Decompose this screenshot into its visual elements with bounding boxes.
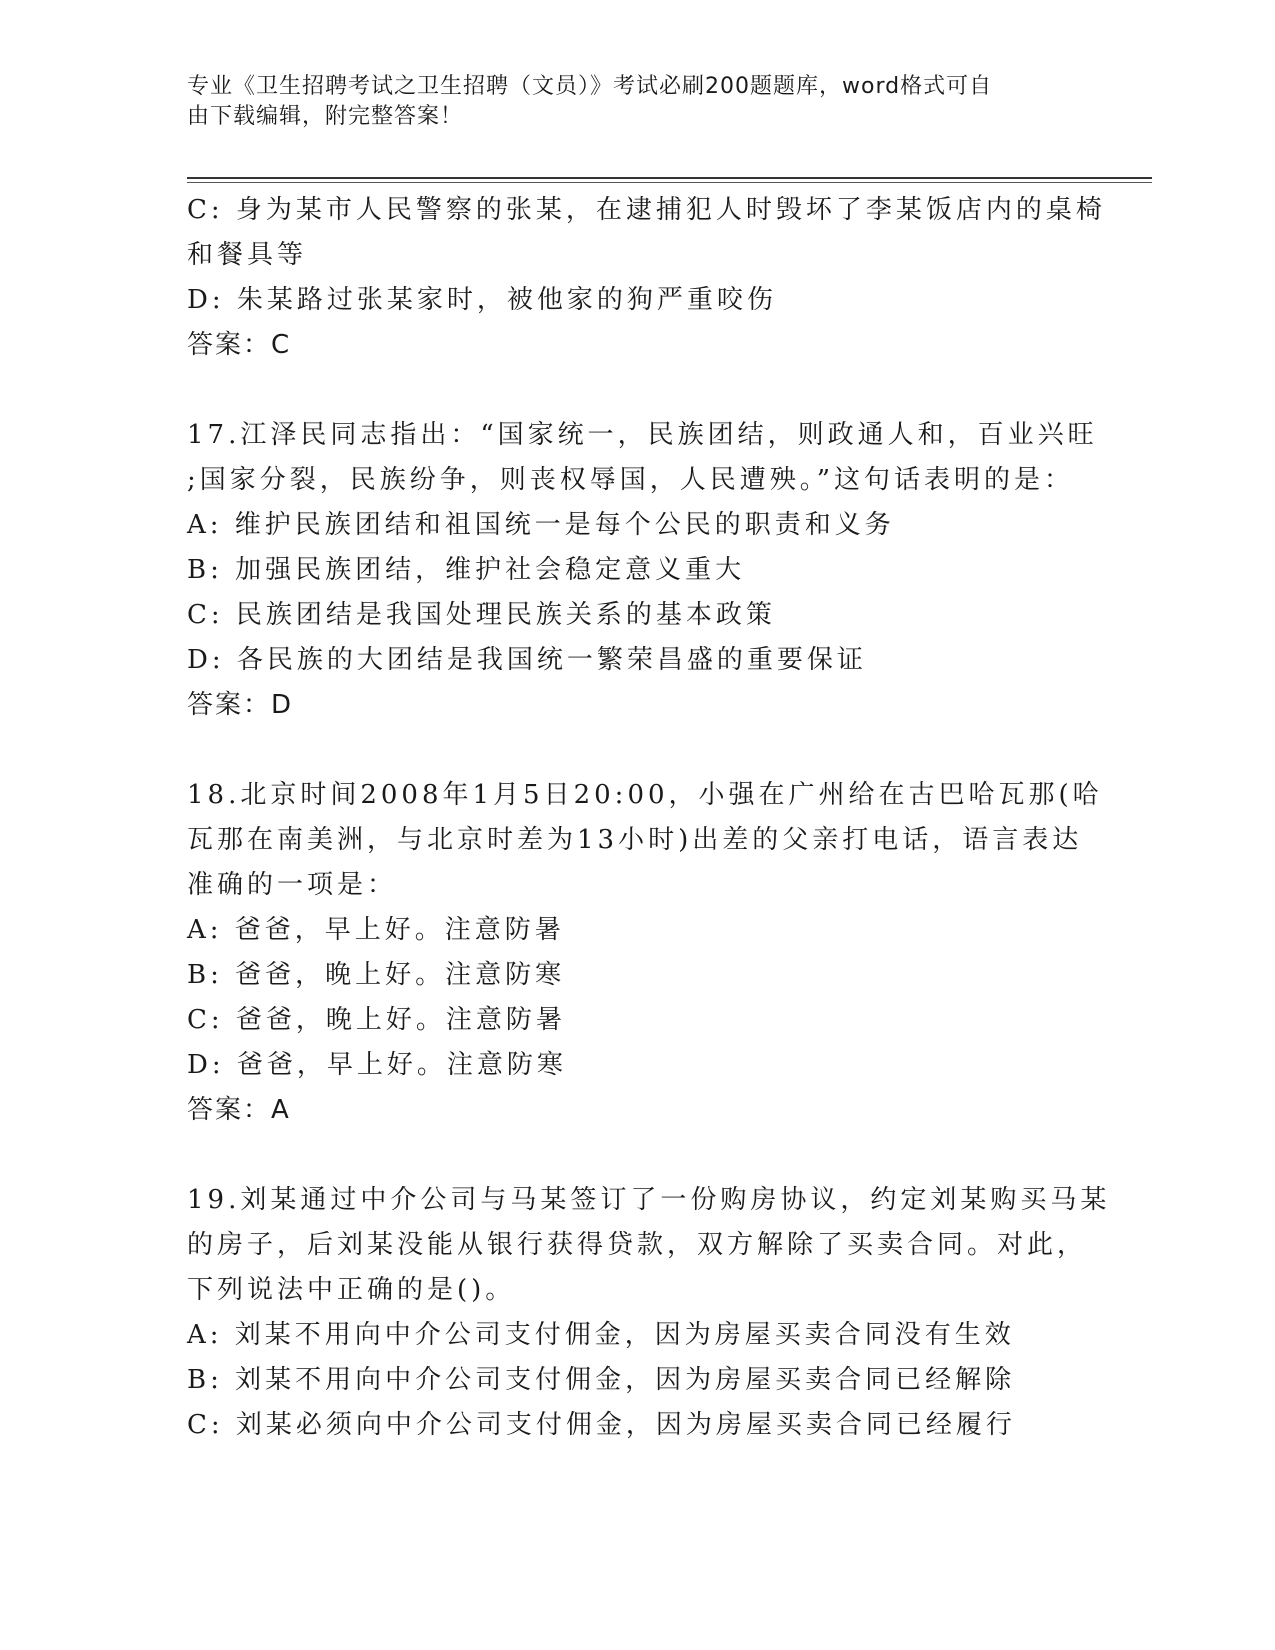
question-stem: 18.北京时间2008年1月5日20:00，小强在广州给在古巴哈瓦那(哈	[187, 780, 1103, 810]
option-d: D: 各民族的大团结是我国统一繁荣昌盛的重要保证	[187, 645, 867, 675]
option-c: C: 身为某市人民警察的张某，在逮捕犯人时毁坏了李某饭店内的桌椅	[187, 195, 1106, 225]
question-stem-continuation: 的房子，后刘某没能从银行获得贷款，双方解除了买卖合同。对此，	[187, 1230, 1088, 1260]
option-a: A: 爸爸，早上好。注意防暑	[187, 915, 565, 945]
option-b: B: 加强民族团结，维护社会稳定意义重大	[187, 555, 746, 585]
question-stem: 19.刘某通过中介公司与马某签订了一份购房协议，约定刘某购买马某	[187, 1185, 1111, 1215]
option-b: B: 刘某不用向中介公司支付佣金，因为房屋买卖合同已经解除	[187, 1365, 1016, 1395]
option-a: A: 刘某不用向中介公司支付佣金，因为房屋买卖合同没有生效	[187, 1320, 1015, 1350]
question-stem-continuation: 准确的一项是：	[187, 870, 398, 900]
question-stem-continuation: 下列说法中正确的是()。	[187, 1275, 516, 1305]
question-stem: 17.江泽民同志指出：“国家统一，民族团结，则政通人和，百业兴旺	[187, 420, 1098, 450]
option-c-continuation: 和餐具等	[187, 240, 308, 270]
question-17	[187, 413, 1098, 728]
option-d: D: 朱某路过张某家时，被他家的狗严重咬伤	[187, 285, 777, 315]
question-stem-continuation: ;国家分裂，民族纷争，则丧权辱国，人民遭殃。”这句话表明的是：	[187, 465, 1075, 495]
page-header	[187, 72, 1087, 132]
question-18	[187, 773, 1103, 1133]
spacer	[187, 1133, 1087, 1178]
header-rule	[187, 177, 1152, 179]
spacer	[187, 368, 1087, 413]
question-19	[187, 1178, 1111, 1448]
option-d: D: 爸爸，早上好。注意防寒	[187, 1050, 567, 1080]
header-line-2: 由下载编辑，附完整答案！	[187, 104, 464, 129]
option-c: C: 爸爸，晚上好。注意防暑	[187, 1005, 566, 1035]
answer: 答案：C	[187, 330, 292, 360]
header-line-1: 专业《卫生招聘考试之卫生招聘（文员）》考试必刷200题题库，word格式可自	[187, 74, 993, 99]
option-c: C: 刘某必须向中介公司支付佣金，因为房屋买卖合同已经履行	[187, 1410, 1016, 1440]
question-list	[187, 188, 1111, 1448]
question-stem-continuation: 瓦那在南美洲，与北京时差为13小时)出差的父亲打电话，语言表达	[187, 825, 1083, 855]
option-c: C: 民族团结是我国处理民族关系的基本政策	[187, 600, 776, 630]
option-b: B: 爸爸，晚上好。注意防寒	[187, 960, 566, 990]
spacer	[187, 728, 1087, 773]
answer: 答案：A	[187, 1095, 291, 1125]
answer: 答案：D	[187, 690, 294, 720]
option-a: A: 维护民族团结和祖国统一是每个公民的职责和义务	[187, 510, 895, 540]
question-16-tail	[187, 188, 1106, 368]
header-rule-thin	[187, 182, 1152, 183]
